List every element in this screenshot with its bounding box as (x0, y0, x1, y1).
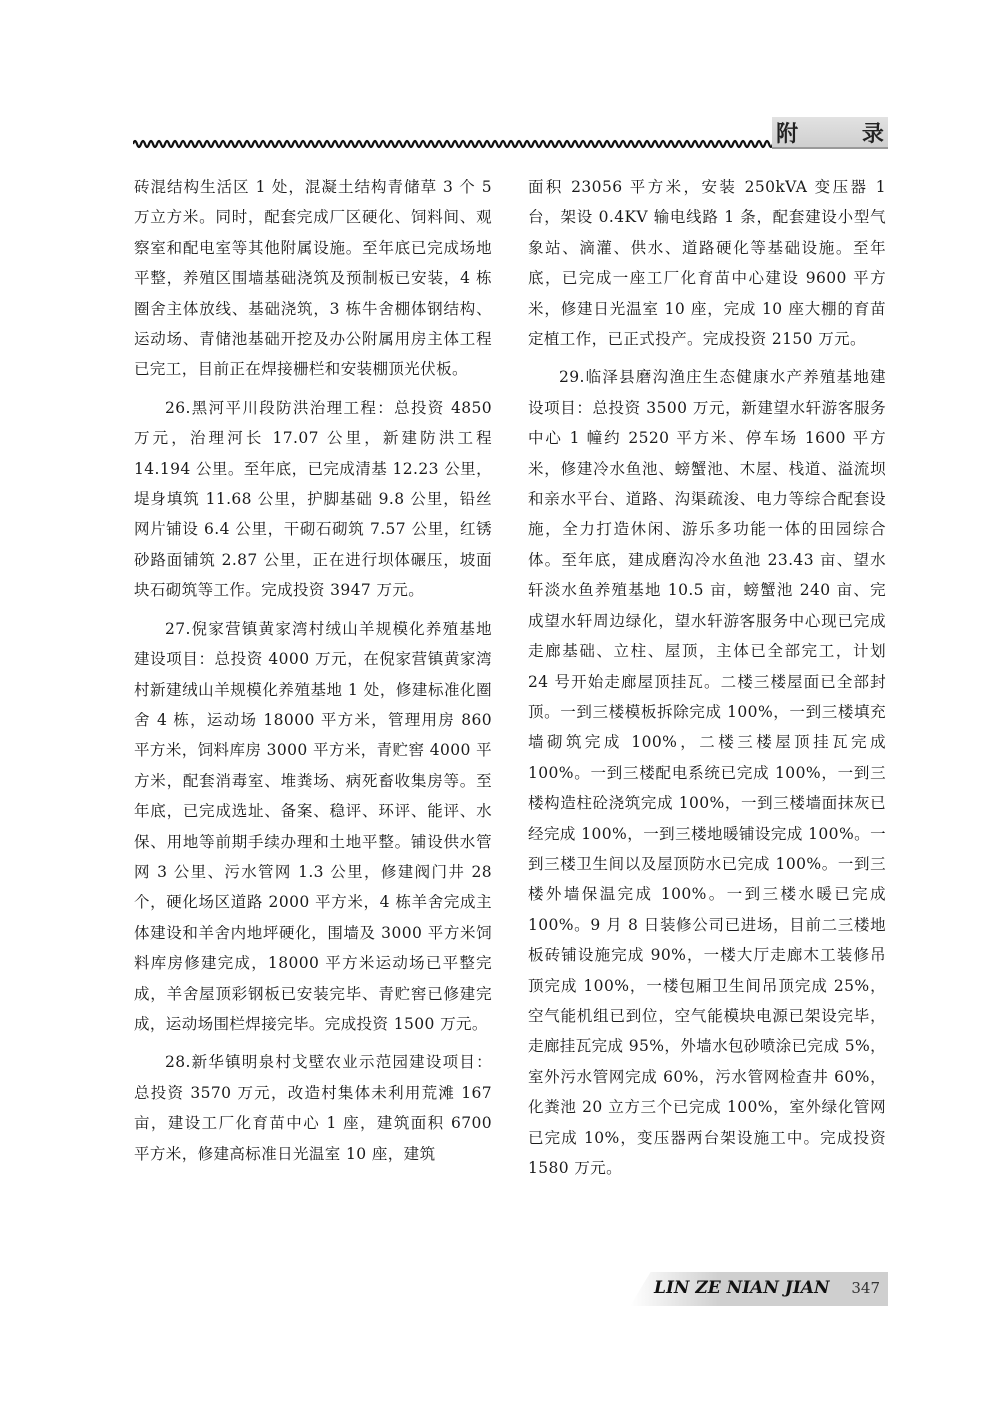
paragraph-item-29: 29.临泽县磨沟渔庄生态健康水产养殖基地建设项目：总投资 3500 万元，新建望水轩游客服务中心 1 幢约 2520 平方米、停车场 1600 平方米，修建冷水鱼池、螃蟹池、木屋、栈道、溢流坝和亲水平台、道路、沟渠疏浚、电力等综合配套设施，全力打造休闲、游乐多功能一体的田园综合体。至年底，建成磨沟冷水鱼池 23.43 亩、望水轩淡水鱼养殖基地 10.5 亩，螃蟹池 240 亩、完成望水轩周边绿化，望水轩游客服务中心现已完成走廊基础、立柱、屋顶，主体已全部完工，计划 24 号开始走廊屋顶挂瓦。二楼三楼屋面已全部封顶。一到三楼模板拆除完成 100%，一到三楼填充墙砌筑完成 100%，二楼三楼屋顶挂瓦完成 100%。一到三楼配电系统已完成 100%，一到三楼构造柱砼浇筑完成 100%，一到三楼墙面抹灰已经完成 100%，一到三楼地暖铺设完成 100%。一到三楼卫生间以及屋顶防水已完成 100%。一到三楼外墙保温完成 100%。一到三楼水暖已完成 100%。9 月 8 日装修公司已进场，目前二三楼地板砖铺设施完成 90%，一楼大厅走廊木工装修吊顶完成 100%，一楼包厢卫生间吊顶完成 25%，空气能机组已到位，空气能模块电源已架设完毕，走廊挂瓦完成 95%，外墙水包砂喷涂已完成 5%，室外污水管网完成 60%，污水管网检查井 60%，化粪池 20 立方三个已完成 100%，室外绿化管网已完成 10%，变压器两台架设施工中。完成投资 1580 万元。 (528, 368, 886, 1177)
paragraph-item-27: 27.倪家营镇黄家湾村绒山羊规模化养殖基地建设项目：总投资 4000 万元，在倪家营镇黄家湾村新建绒山羊规模化养殖基地 1 处，修建标准化圈舍 4 栋，运动场 18000 平方米，管理用房 860 平方米，饲料库房 3000 平方米，青贮窖 4000 平方米，配套消毒室、堆粪场、病死畜收集房等。至年底，已完成选址、备案、稳评、环评、能评、水保、用地等前期手续办理和土地平整。铺设供水管网 3 公里、污水管网 1.3 公里，修建阀门井 28 个，硬化场区道路 2000 平方米，4 栋羊舍完成主体建设和羊舍内地坪硬化，围墙及 3000 平方米饲料库房修建完成，18000 平方米运动场已平整完成，羊舍屋顶彩钢板已安装完毕、青贮窖已修建完成，运动场围栏焊接完毕。完成投资 1500 万元。 (134, 619, 492, 1033)
left-column (134, 172, 492, 1169)
paragraph-continued: 砖混结构生活区 1 处，混凝土结构青储草 3 个 5 万立方米。同时，配套完成厂区硬化、饲料间、观察室和配电室等其他附属设施。至年底已完成场地平整，养殖区围墙基础浇筑及预制板已安装，4 栋圈舍主体放线、基础浇筑，3 栋牛舍棚体钢结构、运动场、青储池基础开挖及办公附属用房主体工程已完工，目前正在焊接栅栏和安装棚顶光伏板。 (134, 178, 492, 379)
journal-title: LIN ZE NIAN JIAN (654, 1278, 830, 1298)
section-tab (772, 117, 912, 149)
header-wave-divider (133, 134, 773, 154)
paragraph-item-26: 26.黑河平川段防洪治理工程：总投资 4850 万元，治理河长 17.07 公里，新建防洪工程 14.194 公里。至年底，已完成清基 12.23 公里，堤身填筑 11.68 公里，护脚基础 9.8 公里，铅丝网片铺设 6.4 公里，干砌石砌筑 7.57 公里，红锈砂路面铺筑 2.87 公里，正在进行坝体碾压，坡面块石砌筑等工作。完成投资 3947 万元。 (134, 398, 492, 600)
paragraph-item-28-continued: 面积 23056 平方米，安装 250kVA 变压器 1 台，架设 0.4KV 输电线路 1 条，配套建设小型气象站、滴灌、供水、道路硬化等基础设施。至年底，已完成一座工厂化育苗中心建设 9600 平方米，修建日光温室 10 座，完成 10 座大棚的育苗定植工作，已正式投产。完成投资 2150 万元。 (528, 178, 886, 349)
page-footer (630, 1272, 888, 1306)
section-title: 附 录 (776, 121, 912, 147)
right-column (528, 172, 886, 1183)
paragraph-item-28: 28.新华镇明泉村戈壁农业示范园建设项目：总投资 3570 万元，改造村集体未利用荒滩 167 亩，建设工厂化育苗中心 1 座，建筑面积 6700 平方米，修建高标准日光温室 10 座，建筑 (134, 1053, 492, 1163)
page-number: 347 (851, 1279, 880, 1297)
